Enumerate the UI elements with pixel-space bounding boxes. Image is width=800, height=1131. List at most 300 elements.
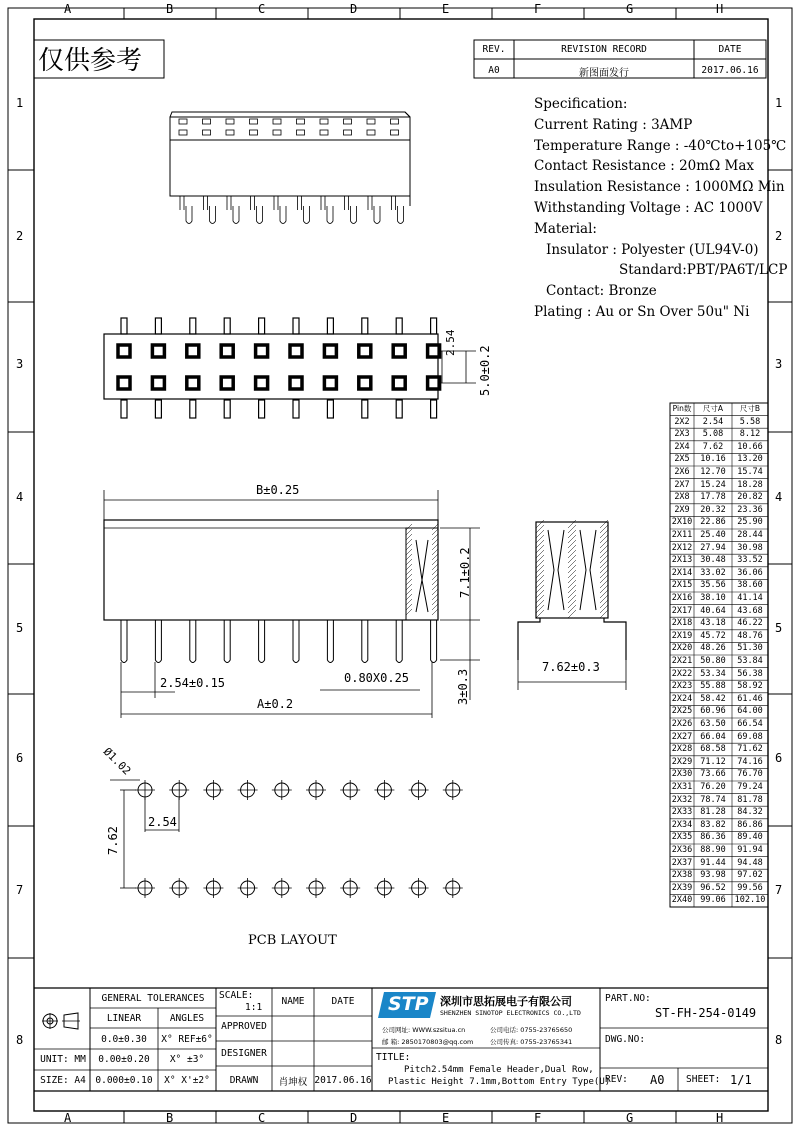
pin-table-cell: 83.82 — [700, 819, 726, 830]
hatch — [432, 589, 438, 595]
pin-table-cell: 93.98 — [700, 870, 726, 881]
pin-table-header: 尺寸B — [739, 404, 761, 413]
front-pin — [327, 620, 333, 663]
iso-bottom-socket — [367, 130, 375, 135]
hatch — [568, 530, 576, 538]
top-view-pin-bottom — [121, 400, 127, 418]
pin-table-cell: 2X29 — [671, 756, 693, 767]
iso-top — [170, 117, 410, 140]
pin-table-cell: 81.28 — [700, 807, 726, 818]
frame-row-label: 7 — [16, 883, 24, 897]
revision-description: 新图面发行 — [579, 68, 629, 79]
iso-top-socket — [203, 119, 211, 124]
frame-column-label: F — [534, 1111, 542, 1125]
pin-table-cell: 8.12 — [739, 429, 761, 440]
company-website: 公司网址: WWW.szsitua.cn — [382, 1026, 466, 1034]
iso-pin-back — [274, 196, 278, 210]
iso-bottom-socket — [320, 130, 328, 135]
hatch — [600, 545, 608, 553]
pin-table-cell: 2X35 — [671, 832, 693, 843]
pin-table-header: 尺寸A — [702, 404, 724, 413]
linear-label: LINEAR — [106, 1013, 142, 1024]
top-view-socket — [359, 377, 371, 389]
pin-table-cell: 71.62 — [737, 744, 763, 755]
pin-table-cell: 66.04 — [700, 731, 726, 742]
pin-table-cell: 86.86 — [737, 819, 763, 830]
iso-bottom-socket — [203, 130, 211, 135]
pin-table-cell: 5.08 — [702, 429, 724, 440]
hatch — [432, 604, 438, 610]
side-contact — [548, 530, 564, 610]
pin-table-cell: 48.26 — [700, 643, 726, 654]
hatch — [568, 610, 576, 618]
pin-table-cell: 102.10 — [734, 895, 766, 906]
pin-table-cell: 20.32 — [700, 504, 726, 515]
hatch — [600, 520, 608, 528]
rev-label: REV: — [605, 1074, 628, 1085]
pin-table-cell: 7.62 — [702, 441, 724, 452]
pin-table-cell: 2X39 — [671, 882, 693, 893]
iso-pin-back — [180, 196, 184, 210]
hatch — [536, 580, 544, 588]
top-view-socket — [290, 345, 302, 357]
iso-bottom-socket — [344, 130, 352, 135]
hatch — [432, 579, 438, 585]
side-pin-left — [518, 618, 540, 660]
pin-table-cell: 71.12 — [700, 756, 726, 767]
hatch — [536, 545, 544, 553]
hatch — [432, 559, 438, 565]
front-pin — [224, 620, 230, 663]
hatch — [568, 600, 576, 608]
pin-table-cell: 15.74 — [737, 467, 763, 477]
iso-pin — [233, 206, 239, 224]
frame-row-label: 2 — [775, 229, 783, 243]
top-view-pin-top — [121, 318, 127, 334]
pin-table-cell: 73.66 — [700, 769, 726, 780]
iso-top-socket — [344, 119, 352, 124]
iso-bottom-socket — [297, 130, 305, 135]
frame-row-label: 7 — [775, 883, 783, 897]
hatch — [406, 604, 412, 610]
pin-table-cell: 2.54 — [702, 416, 724, 427]
pin-table-cell: 35.56 — [700, 580, 726, 591]
top-view-pin-top — [259, 318, 265, 334]
top-view-socket — [118, 377, 130, 389]
pin-table-cell: 2X28 — [671, 744, 693, 755]
pin-table-cell: 99.06 — [700, 895, 726, 906]
iso-pin — [351, 206, 357, 224]
pin-table-cell: 36.06 — [737, 567, 763, 578]
pin-table-cell: 20.82 — [737, 492, 763, 503]
pin-table-cell: 79.24 — [737, 782, 763, 792]
hatch — [600, 605, 608, 613]
pin-table-cell: 2X25 — [671, 706, 693, 717]
iso-pin — [186, 206, 192, 224]
top-view-socket — [187, 377, 199, 389]
dim-b: B±0.25 — [256, 483, 300, 497]
pin-table-cell: 5.58 — [739, 416, 761, 427]
date-header: DATE — [718, 44, 742, 55]
size-label: SIZE: A4 — [40, 1075, 86, 1086]
hatch — [432, 534, 438, 540]
part-no-label: PART.NO: — [605, 993, 651, 1004]
pin-table-cell: 2X18 — [671, 618, 693, 629]
hatch — [536, 535, 544, 543]
pin-table-cell: 88.90 — [700, 845, 726, 855]
hatch — [432, 539, 438, 545]
pin-table-cell: 99.56 — [737, 882, 763, 893]
iso-bottom-socket — [391, 130, 399, 135]
top-view-socket — [118, 345, 130, 357]
dim-row-pitch: 5.0±0.2 — [478, 345, 492, 396]
hatch — [406, 594, 412, 600]
front-pin — [190, 620, 196, 663]
company-name-cn: 深圳市思拓展电子有限公司 — [440, 995, 572, 1008]
hatch — [406, 584, 412, 590]
pin-table-cell: 2X11 — [671, 530, 693, 540]
top-view-pin-top — [396, 318, 402, 334]
pin-table-cell: 2X6 — [674, 467, 690, 477]
hatch — [406, 539, 412, 545]
hatch — [406, 599, 412, 605]
spec-line: Contact Resistance : 20mΩ Max — [534, 158, 755, 174]
pin-table-cell: 13.20 — [737, 454, 763, 465]
hatch — [406, 559, 412, 565]
projection-symbol-icon — [42, 1010, 82, 1032]
frame-column-label: G — [626, 1111, 634, 1125]
hatch — [536, 540, 544, 548]
pin-table-cell: 2X14 — [671, 567, 693, 578]
pin-table-cell: 2X30 — [671, 769, 693, 780]
iso-pin-back — [204, 196, 208, 210]
top-view-pin-bottom — [327, 400, 333, 418]
top-view-pin-top — [431, 318, 437, 334]
pin-table-cell: 55.88 — [700, 681, 726, 692]
pin-table-cell: 97.02 — [737, 870, 763, 881]
hatch — [432, 584, 438, 590]
hatch — [536, 525, 544, 533]
hatch — [536, 575, 544, 583]
hatch — [432, 544, 438, 550]
spec-line: Plating : Au or Sn Over 50u" Ni — [534, 304, 750, 320]
pin-table-cell: 76.70 — [737, 769, 763, 780]
frame-column-label: H — [716, 1111, 724, 1125]
hatch — [536, 530, 544, 538]
pin-table-header: Pin数 — [672, 404, 692, 413]
hatch — [432, 524, 438, 530]
hatch — [600, 550, 608, 558]
hatch — [432, 574, 438, 580]
company-name-en: SHENZHEN SINOTOP ELECTRONICS CO.,LTD — [440, 1009, 581, 1017]
top-view-socket — [393, 345, 405, 357]
revision-record-header: REVISION RECORD — [561, 44, 647, 55]
pin-table-cell: 2X19 — [671, 630, 693, 641]
hatch — [406, 544, 412, 550]
hatch — [600, 525, 608, 533]
frame-row-label: 4 — [775, 490, 783, 504]
hatch — [536, 550, 544, 558]
hatch — [568, 550, 576, 558]
pin-table-cell: 2X34 — [671, 819, 693, 830]
hatch — [536, 570, 544, 578]
hatch — [568, 590, 576, 598]
hatch — [406, 589, 412, 595]
hatch — [432, 554, 438, 560]
pin-table-cell: 2X16 — [671, 593, 693, 603]
frame-column-label: B — [166, 2, 174, 16]
pin-table-cell: 28.44 — [737, 530, 763, 540]
frame-column-label: B — [166, 1111, 174, 1125]
pin-table-cell: 2X7 — [674, 479, 690, 490]
pin-table-cell: 96.52 — [700, 882, 726, 893]
top-view-socket — [324, 377, 336, 389]
iso-pin — [210, 206, 216, 224]
top-view-socket — [256, 377, 268, 389]
dim-pitch-top: 2.54 — [444, 329, 457, 356]
hatch — [600, 595, 608, 603]
pin-table-cell: 2X10 — [671, 517, 693, 528]
top-view-socket — [221, 377, 233, 389]
pin-table-cell: 69.08 — [737, 731, 763, 742]
frame-row-label: 6 — [16, 751, 24, 765]
iso-top-socket — [179, 119, 187, 124]
title-line-2: Plastic Height 7.1mm,Bottom Entry Type(U) — [388, 1077, 611, 1087]
date-header: DATE — [331, 996, 355, 1007]
hatch — [536, 605, 544, 613]
sheet-value: 1/1 — [730, 1073, 752, 1087]
pin-table-cell: 2X21 — [671, 656, 693, 666]
hatch — [600, 555, 608, 563]
pin-table-cell: 12.70 — [700, 467, 726, 477]
pin-table-cell: 40.64 — [700, 605, 726, 616]
name-header: NAME — [281, 996, 305, 1007]
pin-table-cell: 61.46 — [737, 693, 763, 704]
frame-row-label: 4 — [16, 490, 24, 504]
iso-bottom-socket — [250, 130, 258, 135]
iso-pin-back — [227, 196, 231, 210]
dim-pitch: 2.54±0.15 — [160, 676, 226, 690]
front-view-body — [104, 520, 438, 620]
dim-pin-size: 0.80X0.25 — [344, 671, 410, 685]
revision-date: 2017.06.16 — [701, 65, 759, 76]
tol-angle: X° X'±2° — [164, 1075, 210, 1086]
frame-row-label: 5 — [16, 621, 24, 635]
hatch — [600, 540, 608, 548]
top-view-socket — [359, 345, 371, 357]
frame-column-label: D — [350, 1111, 358, 1125]
pin-table-cell: 43.18 — [700, 618, 726, 629]
hatch — [536, 595, 544, 603]
pin-table-cell: 63.50 — [700, 719, 726, 729]
pin-table-cell: 10.16 — [700, 454, 726, 465]
pin-table-cell: 2X31 — [671, 782, 693, 792]
iso-pin-back — [345, 196, 349, 210]
frame-row-label: 8 — [16, 1033, 24, 1047]
frame-column-label: E — [442, 2, 450, 16]
pin-table-cell: 25.40 — [700, 530, 726, 540]
hatch — [600, 600, 608, 608]
pin-table-cell: 81.78 — [737, 794, 763, 805]
spec-line: Temperature Range : -40℃to+105℃ — [534, 138, 787, 154]
pin-table-cell: 50.80 — [700, 656, 726, 666]
frame-row-label: 1 — [16, 96, 24, 110]
hatch — [406, 569, 412, 575]
tol-linear: 0.0±0.30 — [101, 1034, 147, 1045]
iso-bottom-socket — [226, 130, 234, 135]
hatch — [600, 570, 608, 578]
pin-table-cell: 64.00 — [737, 706, 763, 717]
tol-angle: X° ±3° — [169, 1054, 205, 1065]
title-label: TITLE: — [376, 1052, 411, 1063]
hatch — [600, 560, 608, 568]
pin-table-cell: 2X4 — [674, 441, 690, 452]
pin-table-cell: 51.30 — [737, 643, 763, 654]
front-pin — [121, 620, 127, 663]
iso-pin-back — [321, 196, 325, 210]
spec-line: Withstanding Voltage : AC 1000V — [534, 200, 763, 216]
pin-table-cell: 43.68 — [737, 605, 763, 616]
pin-table-cell: 2X13 — [671, 555, 693, 566]
frame-column-label: C — [258, 1111, 266, 1125]
dwg-no-label: DWG.NO: — [605, 1034, 646, 1045]
dim-side-width: 7.62±0.3 — [542, 660, 600, 674]
hatch — [536, 560, 544, 568]
iso-pin — [398, 206, 404, 224]
tol-linear: 0.00±0.20 — [98, 1054, 150, 1065]
iso-top-socket — [391, 119, 399, 124]
hatch — [568, 580, 576, 588]
iso-top-socket — [250, 119, 258, 124]
frame-column-label: E — [442, 1111, 450, 1125]
hatch — [432, 599, 438, 605]
pin-table-cell: 2X27 — [671, 731, 693, 742]
company-logo — [378, 990, 436, 1020]
iso-pin — [304, 206, 310, 224]
tol-linear: 0.000±0.10 — [95, 1075, 153, 1086]
frame-row-label: 8 — [775, 1033, 783, 1047]
pin-table-cell: 46.22 — [737, 618, 763, 629]
top-view-socket — [221, 345, 233, 357]
hatch — [432, 569, 438, 575]
pin-table-cell: 2X12 — [671, 542, 693, 553]
dim-height: 7.1±0.2 — [458, 547, 472, 598]
hatch — [536, 520, 544, 528]
hatch — [432, 564, 438, 570]
top-view-socket — [256, 345, 268, 357]
side-view-body — [536, 522, 608, 618]
top-view-pin-bottom — [155, 400, 161, 418]
pin-table-cell: 58.92 — [737, 681, 763, 692]
drawn-name: 肖坤权 — [278, 1077, 308, 1088]
dim-tail: 3±0.3 — [456, 668, 470, 705]
frame-column-label: D — [350, 2, 358, 16]
iso-pin-back — [251, 196, 255, 210]
front-pin — [293, 620, 299, 663]
pin-table-cell: 2X8 — [674, 492, 690, 503]
iso-top-socket — [297, 119, 305, 124]
side-contact — [580, 530, 596, 610]
spec-line: Standard:PBT/PA6T/LCP — [619, 262, 788, 278]
drawn-label: DRAWN — [229, 1075, 259, 1086]
pin-table-cell: 94.48 — [737, 857, 763, 868]
dim-pcb-row: 7.62 — [106, 826, 120, 855]
top-view-pin-bottom — [259, 400, 265, 418]
sheet-label: SHEET: — [686, 1074, 721, 1085]
frame-column-label: G — [626, 2, 634, 16]
pin-table-cell: 91.94 — [737, 845, 763, 855]
hatch — [536, 585, 544, 593]
pin-table-cell: 53.34 — [700, 668, 726, 679]
pin-table-cell: 68.58 — [700, 744, 726, 755]
hatch — [600, 585, 608, 593]
scale-label: SCALE: — [219, 990, 254, 1001]
frame-row-label: 5 — [775, 621, 783, 635]
frame-row-label: 2 — [16, 229, 24, 243]
frame-row-label: 1 — [775, 96, 783, 110]
pin-table-cell: 78.74 — [700, 794, 726, 805]
pin-table-cell: 58.42 — [700, 693, 726, 704]
hatch — [432, 549, 438, 555]
top-view-pin-bottom — [431, 400, 437, 418]
top-view-socket — [393, 377, 405, 389]
rev-value: A0 — [488, 65, 500, 76]
frame-column-label: A — [64, 2, 72, 16]
top-view-socket — [324, 345, 336, 357]
hatch — [568, 535, 576, 543]
frame-row-label: 3 — [775, 357, 783, 371]
top-view-pin-top — [362, 318, 368, 334]
top-view-pin-bottom — [224, 400, 230, 418]
iso-pin — [257, 206, 263, 224]
designer-label: DESIGNER — [221, 1048, 267, 1059]
hatch — [406, 524, 412, 530]
top-view-socket — [290, 377, 302, 389]
dim-a: A±0.2 — [257, 697, 294, 711]
pin-table-cell: 33.52 — [737, 555, 763, 566]
top-view-pin-top — [293, 318, 299, 334]
top-view-pin-bottom — [293, 400, 299, 418]
spec-title: Specification: — [534, 96, 628, 112]
pin-table-cell: 56.38 — [737, 668, 763, 679]
pin-table-cell: 2X23 — [671, 681, 693, 692]
iso-bottom-socket — [273, 130, 281, 135]
angles-label: ANGLES — [169, 1013, 205, 1024]
pin-table-cell: 2X2 — [674, 416, 690, 427]
hatch — [406, 579, 412, 585]
iso-pin — [280, 206, 286, 224]
rev-value: A0 — [650, 1073, 665, 1087]
iso-top-socket — [226, 119, 234, 124]
top-view-pin-bottom — [362, 400, 368, 418]
iso-top-edge — [170, 112, 410, 117]
top-view-pin-bottom — [190, 400, 196, 418]
dim-hole: Ø1.02 — [100, 745, 134, 778]
drawing-line — [405, 112, 410, 117]
side-pin-right — [604, 618, 626, 660]
iso-top-socket — [273, 119, 281, 124]
pin-table-cell: 2X5 — [674, 454, 690, 465]
hatch — [536, 555, 544, 563]
pin-table-cell: 84.32 — [737, 807, 763, 818]
hatch — [568, 555, 576, 563]
pin-table-cell: 18.28 — [737, 479, 763, 490]
top-view-socket — [152, 345, 164, 357]
company-fax: 公司传真: 0755-23765341 — [490, 1038, 573, 1046]
hatch — [568, 545, 576, 553]
top-view-pin-top — [224, 318, 230, 334]
iso-body — [170, 140, 410, 196]
